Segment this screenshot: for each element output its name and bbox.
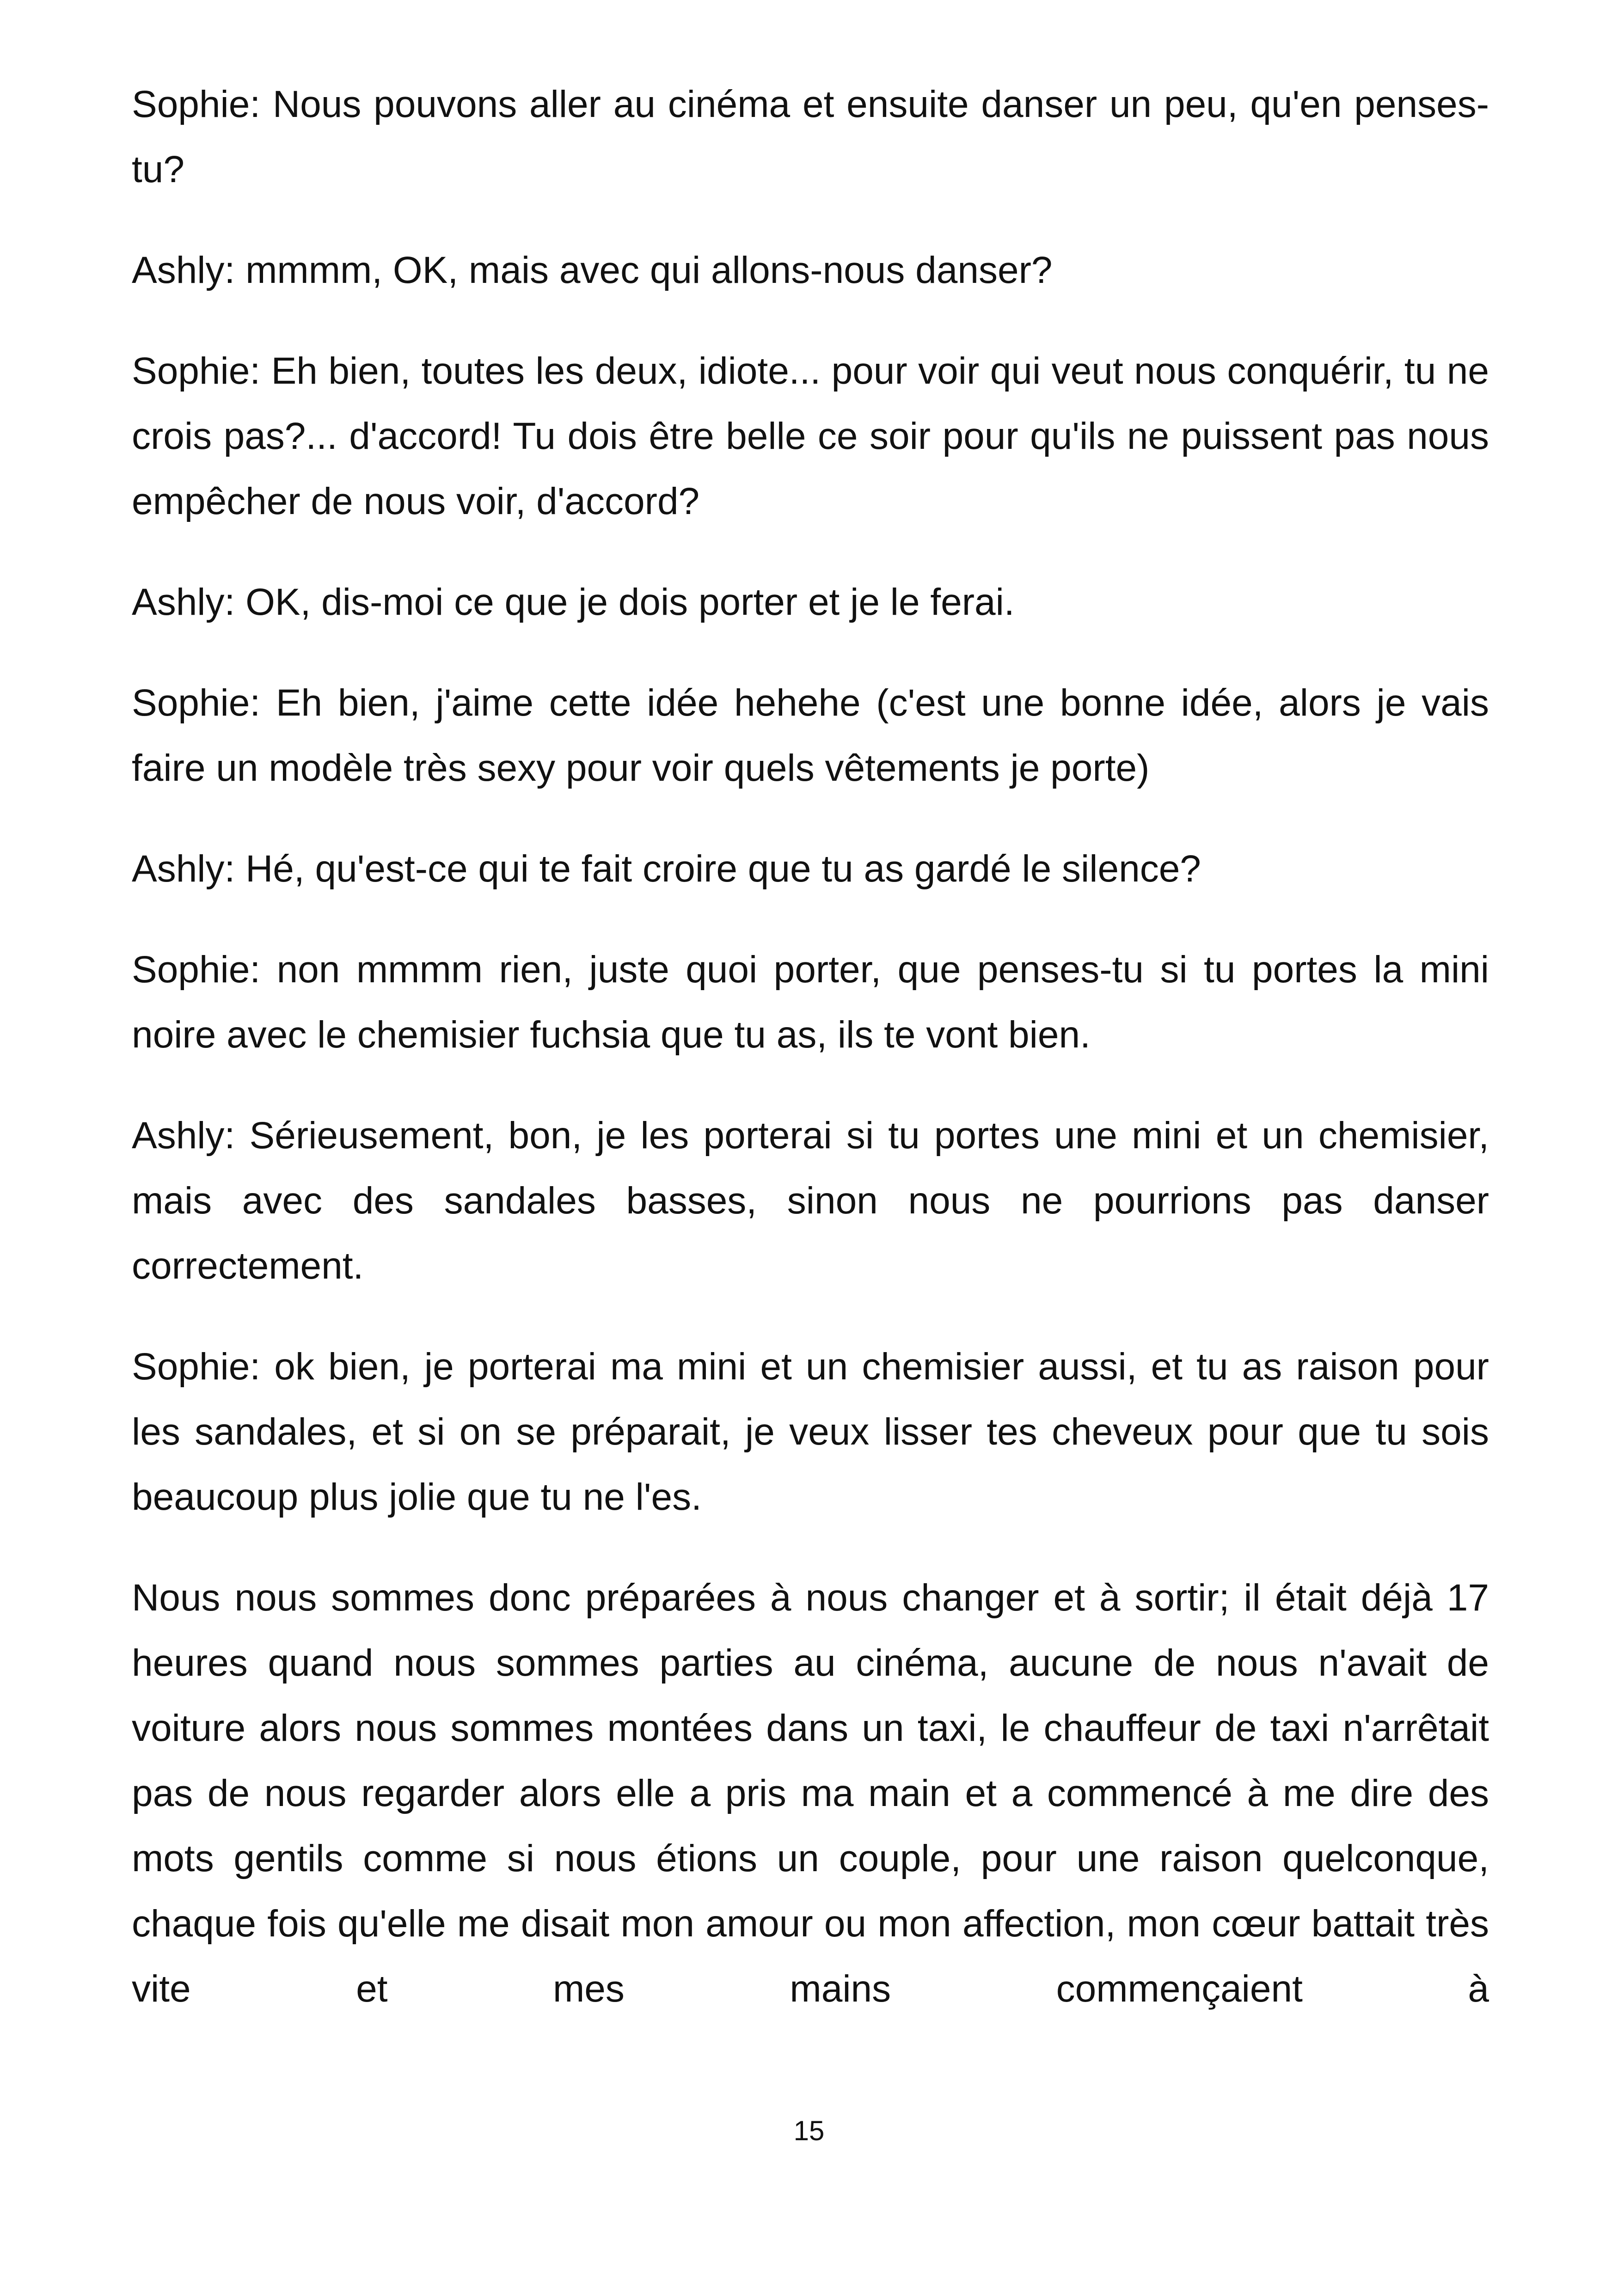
- page-number: 15: [793, 2115, 825, 2146]
- paragraph-3: Sophie: Eh bien, toutes les deux, idiote... pour voir qui veut nous conquérir, tu ne crois pas?... d'accord! Tu dois être belle ce soir pour qu'ils ne puissent pas nous empêcher de nous voir, d'accord?: [132, 350, 1489, 522]
- paragraph-6: Ashly: Hé, qu'est-ce qui te fait croire que tu as gardé le silence?: [132, 848, 1201, 890]
- paragraph-10: Nous nous sommes donc préparées à nous changer et à sortir; il était déjà 17 heures quand nous sommes parties au cinéma, aucune de nous n'avait de voiture alors nous sommes montées dans un taxi, le chauffeur de taxi n'arrêtait pas de nous regarder alors elle a pris ma main et a commencé à me dire des mots gentils comme si nous étions un couple, pour une raison quelconque, chaque fois qu'elle me disait mon amour ou mon affection, mon cœur battait très vite et mes mains commençaient à: [132, 1577, 1489, 2010]
- paragraph-2: Ashly: mmmm, OK, mais avec qui allons-nous danser?: [132, 249, 1053, 291]
- paragraph-1: Sophie: Nous pouvons aller au cinéma et ensuite danser un peu, qu'en penses-tu?: [132, 83, 1489, 190]
- paragraph-4: Ashly: OK, dis-moi ce que je dois porter et je le ferai.: [132, 581, 1015, 623]
- paragraph-9: Sophie: ok bien, je porterai ma mini et un chemisier aussi, et tu as raison pour les sandales, et si on se préparait, je veux lisser tes cheveux pour que tu sois beaucoup plus jolie que tu ne l'es.: [132, 1346, 1489, 1518]
- paragraph-7: Sophie: non mmmm rien, juste quoi porter, que penses-tu si tu portes la mini noire avec le chemisier fuchsia que tu as, ils te vont bien.: [132, 949, 1489, 1056]
- paragraph-5: Sophie: Eh bien, j'aime cette idée hehehe (c'est une bonne idée, alors je vais faire un modèle très sexy pour voir quels vêtements je porte): [132, 682, 1489, 789]
- paragraph-8: Ashly: Sérieusement, bon, je les porterai si tu portes une mini et un chemisier, mais avec des sandales basses, sinon nous ne pourrions pas danser correctement.: [132, 1114, 1489, 1287]
- body-text: [132, 72, 1489, 2057]
